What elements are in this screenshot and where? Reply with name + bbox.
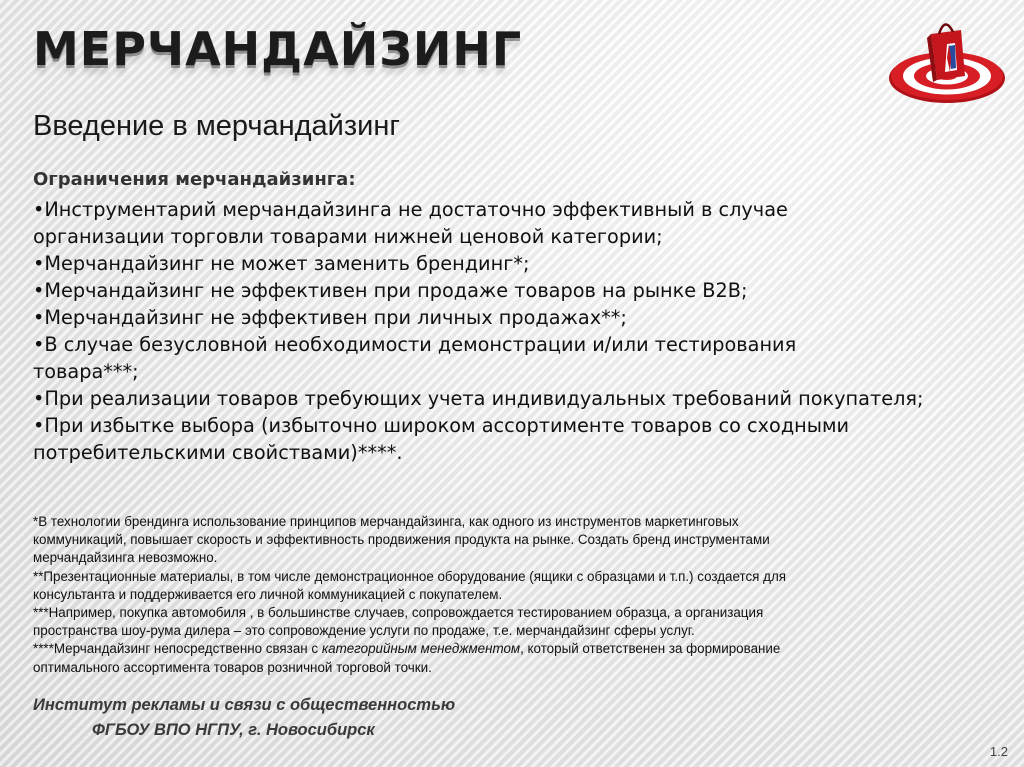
list-item: •Мерчандайзинг не эффективен при продаже товаров на рынке В2В; bbox=[33, 279, 748, 302]
list-item: •Инструментарий мерчандайзинга не достаточно эффективный в случае организации торговли товарами нижней ценовой категории; bbox=[33, 198, 788, 248]
footnotes bbox=[33, 513, 993, 677]
footnote-2: **Презентационные материалы, в том числе демонстрационное оборудование (ящики с образцами и т.п.) создается для консультанта и поддерживается его личной коммуникацией с покупателем. bbox=[33, 568, 787, 602]
footnote-4 bbox=[33, 640, 993, 676]
list-item: •При реализации товаров требующих учета индивидуальных требований покупателя; bbox=[33, 387, 924, 410]
footnote-4-start: ****Мерчандайзинг непосредственно связан с bbox=[33, 641, 322, 657]
footnote-4-end: , который ответственен за формирование оптимального ассортимента товаров розничной торговой точки. bbox=[33, 641, 781, 675]
slide-subtitle: Введение в мерчандайзинг bbox=[33, 110, 400, 142]
footnote-3: ***Например, покупка автомобиля , в большинстве случаев, сопровождается тестированием образца, а организация пространства шоу-рума дилера – это сопровождение услуги по продаже, т.е. мерчандайзинг сферы услуг. bbox=[33, 605, 764, 639]
target-with-shopping-bag-icon bbox=[885, 14, 1007, 106]
slide-number: 1.2 bbox=[989, 744, 1008, 759]
section-heading: Ограничения мерчандайзинга: bbox=[33, 169, 356, 190]
footer-institute: Институт рекламы и связи с общественностью bbox=[33, 696, 456, 714]
footer-university: ФГБОУ ВПО НГПУ, г. Новосибирск bbox=[92, 721, 375, 739]
footnote-1: *В технологии брендинга использование принципов мерчандайзинга, как одного из инструментов маркетинговых коммуникаций, повышает скорость и эффективность продвижения продукта на рынке. Создать бренд инструментами мерчандайзинга невозможно. bbox=[33, 514, 770, 566]
list-item: •Мерчандайзинг не может заменить брендинг*; bbox=[33, 252, 530, 275]
footnote-4-emphasis: категорийным менеджментом bbox=[321, 641, 521, 657]
list-item: •В случае безусловной необходимости демонстрации и/или тестирования товара***; bbox=[33, 333, 797, 383]
slide-title: МЕРЧАНДАЙЗИНГ bbox=[33, 22, 523, 76]
list-item: •При избытке выбора (избыточно широком ассортименте товаров со сходными потребительскими свойствами)****. bbox=[33, 414, 850, 464]
list-item: •Мерчандайзинг не эффективен при личных продажах**; bbox=[33, 306, 627, 329]
limitations-list bbox=[33, 196, 1018, 466]
